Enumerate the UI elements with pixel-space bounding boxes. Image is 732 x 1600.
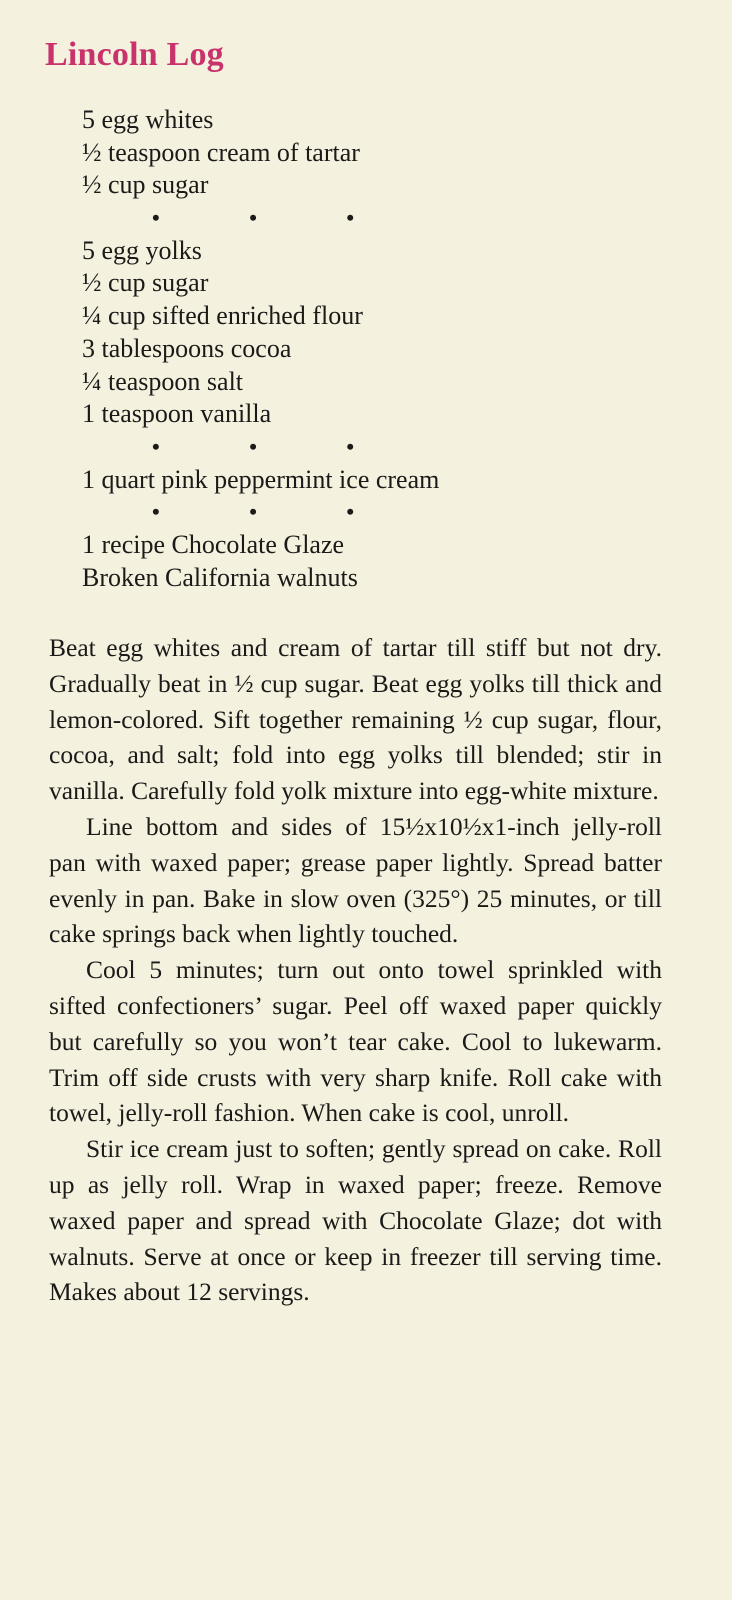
direction-paragraph: Stir ice cream just to soften; gently spread on cake. Roll up as jelly roll. Wrap in waxed paper; freeze. Remove waxed paper and spread with Chocolate Glaze; dot with walnuts. Serve at once or keep in freezer till serving time. Makes about 12 servings.	[49, 1134, 662, 1307]
recipe-title: Lincoln Log	[45, 36, 224, 73]
separator-dots: • • •	[152, 499, 397, 525]
direction-paragraph: Beat egg whites and cream of tartar till stiff but not dry. Gradually beat in ½ cup sugar. Beat egg yolks till thick and lemon-colored. Sift together remaining ½ cup sugar, flour, cocoa, and salt; fold into egg yolks till blended; stir in vanilla. Carefully fold yolk mixture into egg-white mixture.	[49, 633, 662, 806]
ingredient-item: 1 recipe Chocolate Glaze	[82, 529, 345, 559]
ingredient-group-filling	[82, 464, 702, 497]
ingredient-item: 1 teaspoon vanilla	[82, 399, 272, 429]
ingredient-group-topping	[82, 529, 702, 594]
separator-dots: • • •	[152, 433, 397, 459]
ingredient-item: ¼ teaspoon salt	[82, 366, 244, 396]
ingredient-group-yolk	[82, 235, 702, 431]
direction-paragraph: Line bottom and sides of 15½x10½x1-inch jelly-roll pan with waxed paper; grease paper lightly. Spread batter evenly in pan. Bake in slow oven (325°) 25 minutes, or till cake springs back when lightly touched.	[49, 811, 662, 949]
ingredient-item: ½ teaspoon cream of tartar	[82, 137, 360, 167]
ingredient-group-meringue	[82, 104, 702, 202]
ingredient-item: 3 tablespoons cocoa	[82, 333, 292, 363]
ingredient-item: ¼ cup sifted enriched flour	[82, 301, 363, 331]
separator-dots: • • •	[152, 205, 397, 231]
ingredient-item: 5 egg yolks	[82, 235, 202, 265]
ingredient-list	[82, 104, 702, 594]
ingredient-item: Broken California walnuts	[82, 562, 358, 592]
ingredient-item: ½ cup sugar	[82, 268, 209, 298]
ingredient-item: ½ cup sugar	[82, 170, 209, 200]
directions	[49, 630, 662, 1310]
ingredient-item: 1 quart pink peppermint ice cream	[82, 464, 440, 494]
direction-paragraph: Cool 5 minutes; turn out onto towel sprinkled with sifted confectioners’ sugar. Peel off waxed paper quickly but carefully so you won’t tear cake. Cool to lukewarm. Trim off side crusts with very sharp knife. Roll cake with towel, jelly-roll fashion. When cake is cool, unroll.	[49, 955, 662, 1128]
ingredient-item: 5 egg whites	[82, 105, 214, 134]
